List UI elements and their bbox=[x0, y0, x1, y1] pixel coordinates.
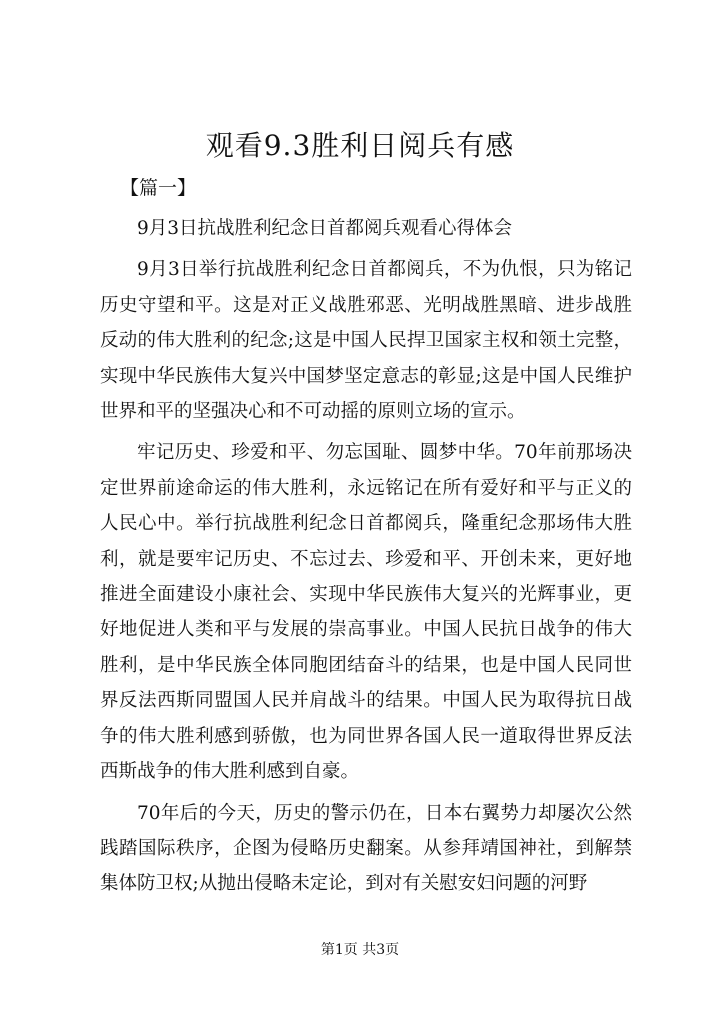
page-title: 观看9.3胜利日阅兵有感 bbox=[205, 129, 515, 162]
page-footer: 第1页 共3页 bbox=[320, 942, 400, 958]
paragraph-2: 牢记历史、珍爱和平、勿忘国耻、圆梦中华。70年前那场决定世界前途命运的伟大胜利，永远铭记在所有爱好和平与正义的人民心中。举行抗战胜利纪念日首都阅兵，隆重纪念那场伟大胜利，就是要牢记历史、不忘过去、珍爱和平、开创未来，更好地推进全面建设小康社会、实现中华民族伟大复兴的光辉事业，更好地促进人类和平与发展的崇高事业。中国人民抗日战争的伟大胜利，是中华民族全体同胞团结奋斗的结果，也是中国人民同世界反法西斯同盟国人民并肩战斗的结果。中国人民为取得抗日战争的伟大胜利感到骄傲，也为同世界各国人民一道取得世界反法西斯战争的伟大胜利感到自豪。 bbox=[100, 442, 632, 783]
paragraph-3: 70年后的今天，历史的警示仍在，日本右翼势力却屡次公然践踏国际秩序，企图为侵略历史翻案。从参拜靖国神社，到解禁集体防卫权;从抛出侵略未定论，到对有关慰安妇问题的河野 bbox=[100, 802, 632, 895]
section-label: 【篇一】 bbox=[120, 177, 197, 199]
document-body bbox=[100, 173, 632, 902]
paragraph-1: 9月3日举行抗战胜利纪念日首都阅兵，不为仇恨，只为铭记历史守望和平。这是对正义战胜邪恶、光明战胜黑暗、进步战胜反动的伟大胜利的纪念;这是中国人民捍卫国家主权和领土完整，实现中华民族伟大复兴中国梦坚定意志的彰显;这是中国人民维护世界和平的坚强决心和不可动摇的原则立场的宣示。 bbox=[100, 259, 632, 423]
article-subtitle: 9月3日抗战胜利纪念日首都阅兵观看心得体会 bbox=[137, 218, 513, 239]
